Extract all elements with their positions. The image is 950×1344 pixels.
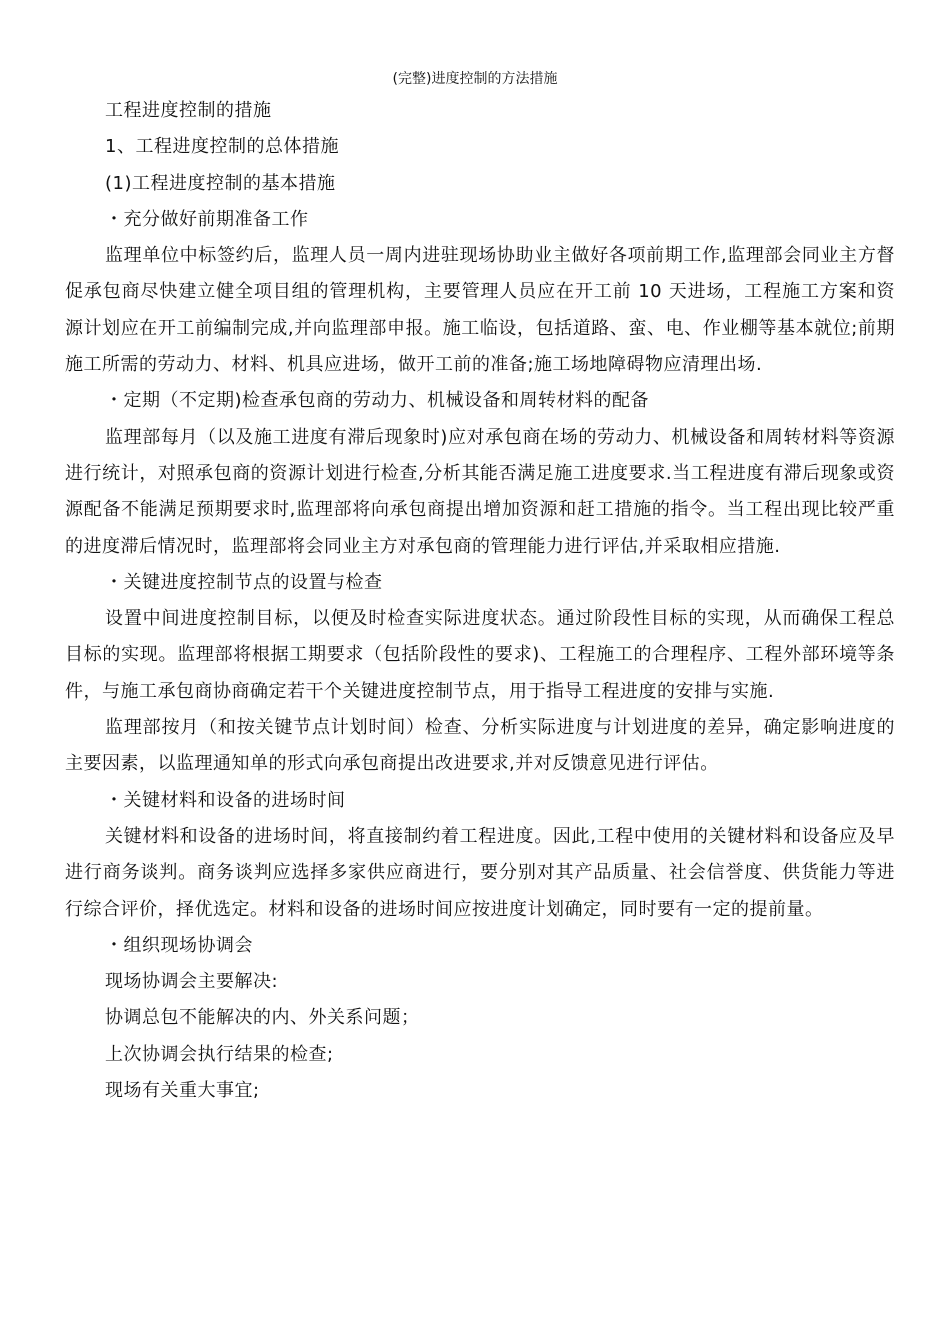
- subsubsection-title: (1)工程进度控制的基本措施: [105, 172, 336, 194]
- list-item: 协调总包不能解决的内、外关系问题；: [105, 1007, 420, 1029]
- bullet-heading: ・关键进度控制节点的设置与检查: [105, 571, 383, 593]
- paragraph: 监理部每月（以及施工进度有滞后现象时)应对承包商在场的劳动力、机械设备和周转材料等资源进行统计，对照承包商的资源计划进行检查,分析其能否满足施工进度要求.当工程进度有滞后现象或资源配备不能满足预期要求时,监理部将向承包商提出增加资源和赶工措施的指令。当工程出现比较严重的进度滞后情况时，监理部将会同业主方对承包商的管理能力进行评估,并采取相应措施.: [65, 426, 895, 557]
- subsection-title: 1、工程进度控制的总体措施: [105, 136, 339, 158]
- bullet-heading: ・定期（不定期)检查承包商的劳动力、机械设备和周转材料的配备: [105, 390, 650, 412]
- list-item: 现场协调会主要解决:: [105, 971, 279, 993]
- paragraph: 关键材料和设备的进场时间，将直接制约着工程进度。因此,工程中使用的关键材料和设备应及早进行商务谈判。商务谈判应选择多家供应商进行，要分别对其产品质量、社会信誉度、供货能力等进行综合评价，择优选定。材料和设备的进场时间应按进度计划确定，同时要有一定的提前量。: [65, 825, 895, 920]
- list-item: 上次协调会执行结果的检查;: [105, 1043, 334, 1065]
- bullet-heading: ・充分做好前期准备工作: [105, 208, 309, 230]
- paragraph: 监理单位中标签约后，监理人员一周内进驻现场协助业主做好各项前期工作,监理部会同业主方督促承包商尽快建立健全项目组的管理机构，主要管理人员应在开工前 10 天进场，工程施工方案和资源计划应在开工前编制完成,并向监理部申报。施工临设，包括道路、蛮、电、作业棚等基本就位;前期施工所需的劳动力、材料、机具应进场，做开工前的准备;施工场地障碍物应清理出场.: [65, 245, 895, 376]
- document-body: [65, 93, 895, 1109]
- page-header: (完整)进度控制的方法措施: [392, 71, 558, 87]
- paragraph: 设置中间进度控制目标，以便及时检查实际进度状态。通过阶段性目标的实现，从而确保工程总目标的实现。监理部将根据工期要求（包括阶段性的要求)、工程施工的合理程序、工程外部环境等条件，与施工承包商协商确定若干个关键进度控制节点，用于指导工程进度的安排与实施.: [65, 608, 895, 702]
- list-item: 现场有关重大事宜;: [105, 1080, 260, 1102]
- section-title: 工程进度控制的措施: [105, 100, 272, 121]
- paragraph: 监理部按月（和按关键节点计划时间）检查、分析实际进度与计划进度的差异，确定影响进度的主要因素，以监理通知单的形式向承包商提出改进要求,并对反馈意见进行评估。: [65, 717, 895, 775]
- bullet-heading: ・关键材料和设备的进场时间: [105, 789, 346, 811]
- bullet-heading: ・组织现场协调会: [105, 934, 253, 956]
